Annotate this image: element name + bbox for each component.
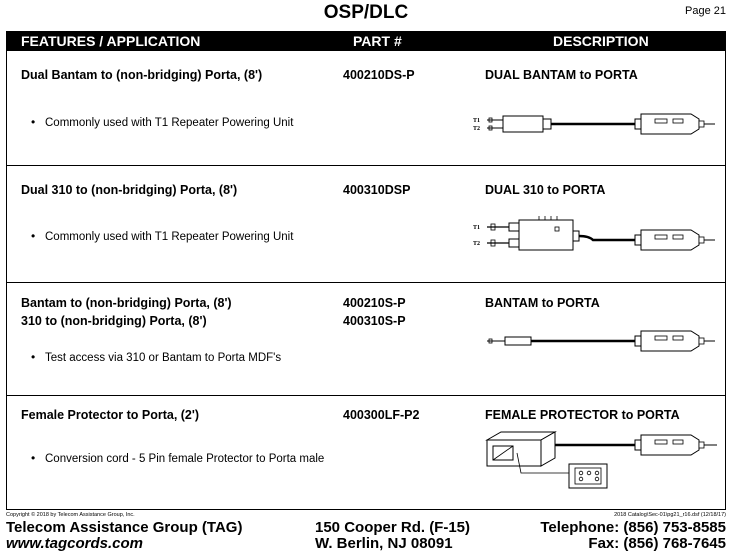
- table-row: [7, 166, 725, 283]
- t2-label: T2: [473, 126, 481, 132]
- description-title: DUAL 310 to PORTA: [485, 183, 606, 197]
- female-protector-to-porta-cord-icon: [477, 426, 722, 491]
- feature-bullet: • Commonly used with T1 Repeater Powering Unit: [31, 229, 294, 243]
- feature-text: Bantam to (non-bridging) Porta, (8'): [21, 296, 232, 310]
- description-title: DUAL BANTAM to PORTA: [485, 68, 638, 82]
- table-row: [7, 396, 725, 508]
- page-title: OSP/DLC: [323, 2, 409, 23]
- t1-label: T1: [473, 225, 481, 231]
- feature-bullet: • Conversion cord - 5 Pin female Protector to Porta male: [31, 451, 325, 465]
- description-title: BANTAM to PORTA: [485, 296, 600, 310]
- bantam-to-porta-cord-icon: [469, 321, 719, 361]
- column-header-description: DESCRIPTION: [553, 33, 649, 49]
- part-number: 400300LF-P2: [343, 408, 420, 422]
- t2-label: T2: [473, 241, 481, 247]
- part-number: 400310DSP: [343, 183, 411, 197]
- dual-bantam-to-porta-cord-icon: [469, 106, 719, 146]
- column-header-part: PART #: [353, 33, 402, 49]
- feature-text: Dual Bantam to (non-bridging) Porta, (8'): [21, 68, 263, 82]
- fax-number: Fax: (856) 768-7645: [588, 535, 726, 552]
- feature-bullet: • Commonly used with T1 Repeater Powering Unit: [31, 115, 294, 129]
- part-number: 400310S-P: [343, 314, 406, 328]
- address-line-1: 150 Cooper Rd. (F-15): [315, 519, 471, 536]
- address-line-2: W. Berlin, NJ 08091: [315, 535, 453, 552]
- website-link[interactable]: www.tagcords.com: [6, 535, 143, 552]
- feature-text: Dual 310 to (non-bridging) Porta, (8'): [21, 183, 238, 197]
- feature-bullet: • Test access via 310 or Bantam to Porta MDF's: [31, 350, 282, 364]
- company-name: Telecom Assistance Group (TAG): [6, 519, 243, 536]
- column-header-features: FEATURES / APPLICATION: [21, 33, 201, 49]
- feature-text: 310 to (non-bridging) Porta, (8'): [21, 314, 207, 328]
- part-number: 400210S-P: [343, 296, 406, 310]
- table-header: [7, 32, 725, 51]
- description-title: FEMALE PROTECTOR to PORTA: [485, 408, 680, 422]
- copyright-text: Copyright © 2018 by Telecom Assistance Group, Inc.: [6, 512, 135, 518]
- product-table: [6, 31, 726, 510]
- dual-310-to-porta-cord-icon: [469, 214, 719, 258]
- page-number: Page 21: [685, 5, 726, 17]
- feature-text: Female Protector to Porta, (2'): [21, 408, 200, 422]
- telephone-number: Telephone: (856) 753-8585: [540, 519, 726, 536]
- t1-label: T1: [473, 118, 481, 124]
- table-row: [7, 283, 725, 396]
- part-number: 400210DS-P: [343, 68, 415, 82]
- table-row: [7, 51, 725, 166]
- revision-text: 2018 Catalog\Sec-01\pg21_r16.dsf (12/18/17): [614, 512, 726, 518]
